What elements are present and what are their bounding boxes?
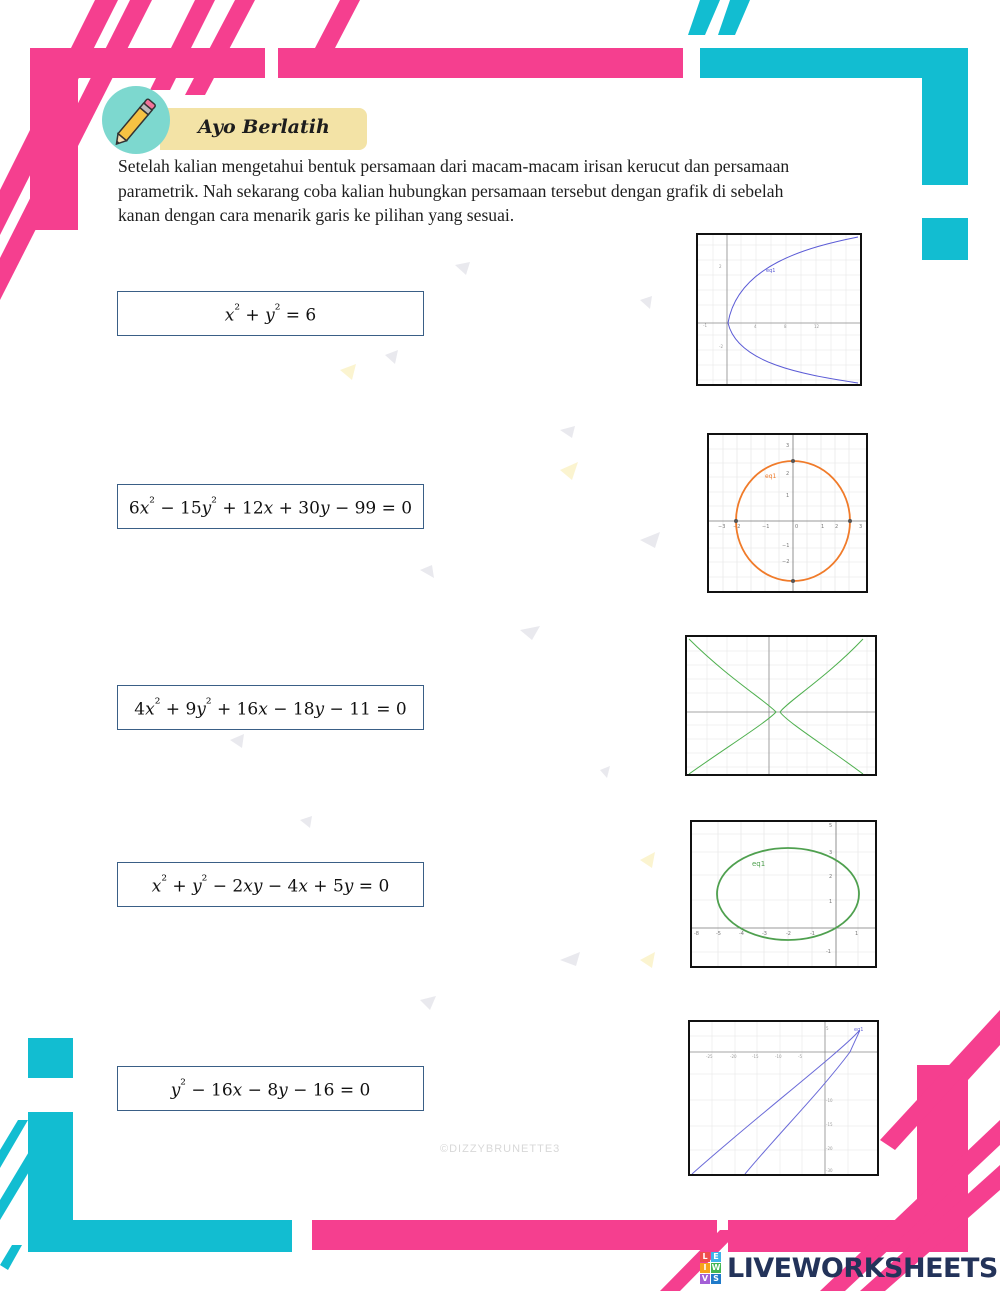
svg-text:-1: -1 bbox=[826, 949, 831, 955]
svg-text:−2: −2 bbox=[733, 524, 741, 530]
graph-4-label: eq1 bbox=[752, 860, 766, 868]
svg-text:-5: -5 bbox=[798, 1054, 802, 1059]
svg-text:4: 4 bbox=[754, 324, 757, 329]
svg-text:-8: -8 bbox=[694, 931, 699, 937]
equation-2: $6x^{^2} - 15y^{^2} + 12x + 30y - 99 = 0$ bbox=[128, 494, 413, 519]
equation-1: $x^{^2} + y^{^2} = 6$ bbox=[224, 301, 317, 326]
svg-text:−2: −2 bbox=[782, 559, 790, 565]
instructions-line: kanan dengan cara menarik garis ke pilihan yang sesuai. bbox=[118, 205, 515, 225]
svg-text:0: 0 bbox=[795, 524, 799, 530]
equation-3: $4x^{^2} + 9y^{^2} + 16x - 18y - 11 = 0$ bbox=[134, 695, 407, 720]
pencil-icon bbox=[102, 86, 170, 154]
graph-circle[interactable] bbox=[707, 433, 868, 593]
svg-text:−1: −1 bbox=[762, 524, 770, 530]
svg-text:2: 2 bbox=[829, 874, 833, 880]
equation-box-2[interactable] bbox=[117, 484, 424, 529]
equation-box-5[interactable] bbox=[117, 1066, 424, 1111]
graph-hyperbola[interactable] bbox=[685, 635, 877, 776]
svg-text:-3: -3 bbox=[762, 931, 767, 937]
svg-text:-5: -5 bbox=[716, 931, 721, 937]
svg-text:3: 3 bbox=[786, 443, 790, 449]
instructions-line: parametrik. Nah sekarang coba kalian hubungkan persamaan tersebut dengan grafik di sebelah bbox=[118, 180, 784, 201]
svg-text:5: 5 bbox=[826, 1026, 829, 1031]
svg-text:−1: −1 bbox=[782, 543, 790, 549]
equation-4: $x^{^2} + y^{^2} - 2xy - 4x + 5y = 0$ bbox=[151, 872, 390, 897]
equation-box-4[interactable] bbox=[117, 862, 424, 907]
svg-text:1: 1 bbox=[821, 524, 825, 530]
svg-text:-2: -2 bbox=[786, 931, 791, 937]
svg-text:-10: -10 bbox=[775, 1054, 782, 1059]
svg-text:2: 2 bbox=[719, 264, 722, 269]
graph-ellipse[interactable] bbox=[690, 820, 877, 968]
svg-text:1: 1 bbox=[855, 931, 859, 937]
svg-text:-4: -4 bbox=[739, 931, 744, 937]
svg-text:-25: -25 bbox=[706, 1054, 713, 1059]
svg-text:-15: -15 bbox=[752, 1054, 759, 1059]
svg-text:-1: -1 bbox=[703, 323, 707, 328]
svg-text:-10: -10 bbox=[826, 1098, 833, 1103]
svg-text:-2: -2 bbox=[719, 344, 723, 349]
svg-text:2: 2 bbox=[786, 471, 790, 477]
graph-1-label: eq1 bbox=[766, 268, 776, 274]
graph-2-label: eq1 bbox=[765, 473, 777, 480]
brand-name: LIVEWORKSHEETS bbox=[727, 1252, 998, 1284]
svg-text:3: 3 bbox=[829, 850, 833, 856]
logo-tiles-icon: L E I W V S bbox=[701, 1252, 721, 1283]
svg-text:5: 5 bbox=[829, 823, 833, 829]
svg-text:1: 1 bbox=[786, 493, 790, 499]
svg-text:3: 3 bbox=[859, 524, 863, 530]
svg-text:-15: -15 bbox=[826, 1122, 833, 1127]
instructions-line: Setelah kalian mengetahui bentuk persamaan dari macam-macam irisan kerucut dan persamaan bbox=[118, 156, 790, 176]
svg-text:-30: -30 bbox=[826, 1168, 833, 1173]
graph-5-label: eq1 bbox=[854, 1027, 864, 1033]
equation-5: $y^{^2} - 16x - 8y - 16 = 0$ bbox=[170, 1076, 371, 1101]
svg-text:2: 2 bbox=[835, 524, 839, 530]
svg-text:-20: -20 bbox=[826, 1146, 833, 1151]
graph-parabola[interactable] bbox=[696, 233, 862, 386]
svg-text:-20: -20 bbox=[730, 1054, 737, 1059]
equation-box-1[interactable] bbox=[117, 291, 424, 336]
equation-box-3[interactable] bbox=[117, 685, 424, 730]
svg-text:−3: −3 bbox=[718, 524, 726, 530]
instructions bbox=[118, 154, 878, 228]
svg-text:-1: -1 bbox=[810, 931, 815, 937]
svg-text:8: 8 bbox=[784, 324, 787, 329]
graph-rotated-parabola[interactable] bbox=[688, 1020, 879, 1176]
svg-text:12: 12 bbox=[814, 324, 820, 329]
svg-text:1: 1 bbox=[829, 899, 833, 905]
liveworksheets-logo[interactable] bbox=[700, 1252, 998, 1284]
section-title: Ayo Berlatih bbox=[198, 116, 330, 138]
watermark: ©DIZZYBRUNETTE3 bbox=[440, 1143, 561, 1155]
pencil-badge bbox=[102, 86, 170, 154]
